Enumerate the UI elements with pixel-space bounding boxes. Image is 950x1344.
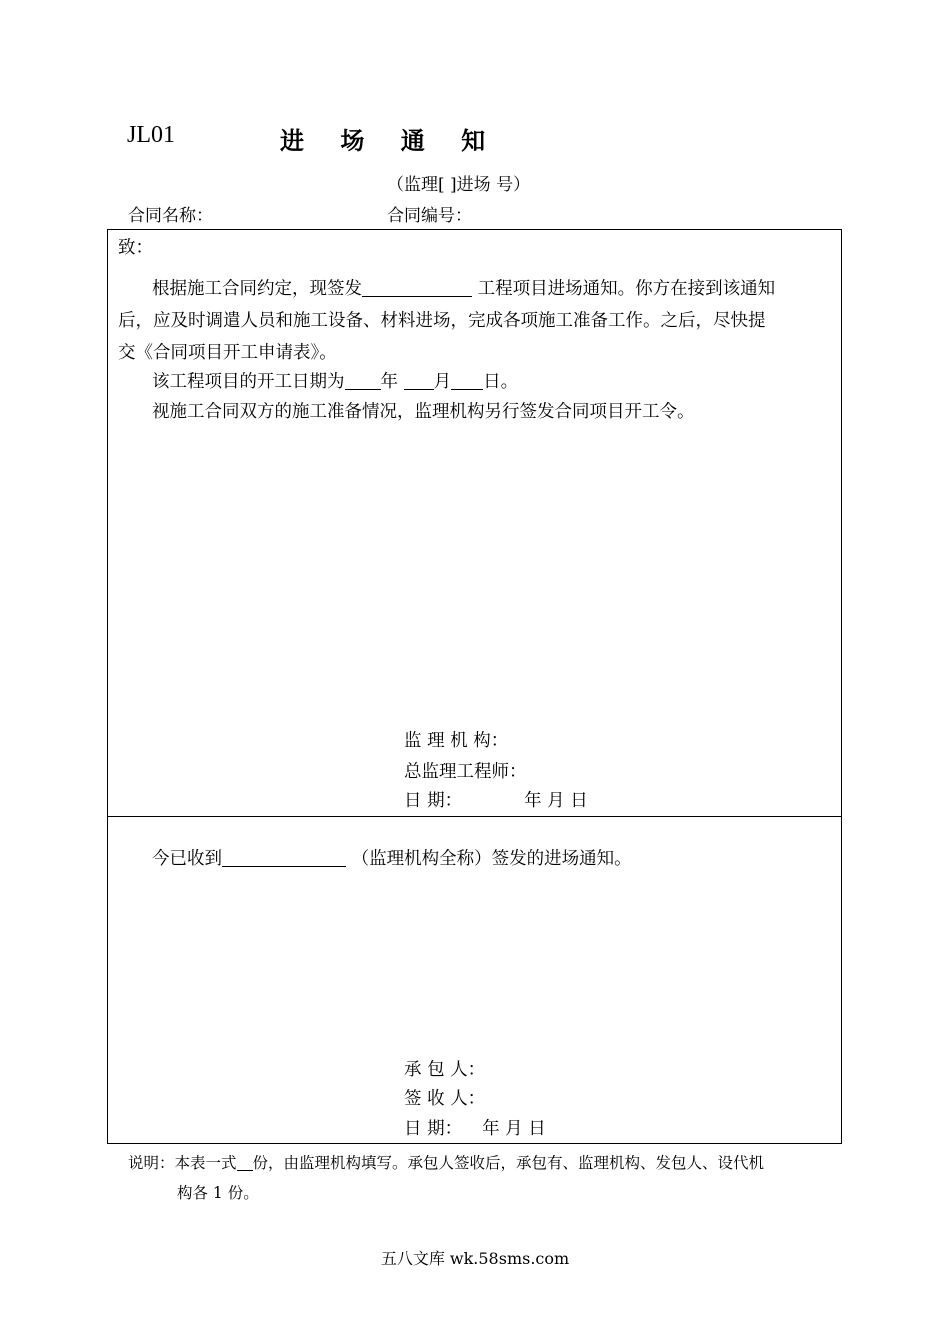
receipt-date-row xyxy=(404,1115,546,1140)
receipt-text-a: 今已收到 xyxy=(152,849,222,869)
notice-para1-line1 xyxy=(152,275,775,300)
para1-text-a: 根据施工合同约定，现签发 xyxy=(152,279,362,299)
notice-para1-line3: 交《合同项目开工申请表》。 xyxy=(118,343,337,363)
section-divider xyxy=(108,816,841,817)
receipt-date-label: 日 期： xyxy=(404,1119,463,1139)
project-name-blank[interactable] xyxy=(362,276,472,297)
sign-date-ymd: 年 月 日 xyxy=(524,791,588,811)
copies-blank[interactable] xyxy=(237,1153,253,1171)
form-code: JL01 xyxy=(127,122,175,148)
receipt-date-ymd: 年 月 日 xyxy=(482,1119,546,1139)
receiver-label: 签 收 人： xyxy=(404,1089,486,1109)
start-year-blank[interactable] xyxy=(345,369,381,390)
notice-number: （监理[ ]进场 号） xyxy=(387,175,531,195)
notice-para3: 视施工合同双方的施工准备情况，监理机构另行签发合同项目开工令。 xyxy=(152,402,695,422)
month-label: 月 xyxy=(433,372,452,392)
note-line1 xyxy=(128,1151,764,1173)
para1-text-b: 工程项目进场通知。你方在接到该通知 xyxy=(477,279,776,299)
contract-number-label: 合同编号： xyxy=(387,206,472,226)
receipt-text-b: （监理机构全称）签发的进场通知。 xyxy=(351,849,632,869)
sign-date-label: 日 期： xyxy=(404,791,463,811)
form-table xyxy=(107,229,842,1144)
contractor-label: 承 包 人： xyxy=(404,1060,486,1080)
note-text-a: 说明：本表一式 xyxy=(128,1154,237,1172)
note-text-b: 份，由监理机构填写。承包人签收后，承包有、监理机构、发包人、设代机 xyxy=(252,1154,765,1172)
footer-watermark: 五八文库 wk.58sms.com xyxy=(380,1249,570,1268)
receipt-text xyxy=(152,845,632,870)
page-title: 进 场 通 知 xyxy=(280,126,500,155)
org-name-blank[interactable] xyxy=(222,846,346,867)
sign-engineer-label: 总监理工程师： xyxy=(404,762,527,782)
notice-para2 xyxy=(152,368,518,393)
sign-org-label: 监 理 机 构： xyxy=(404,731,509,751)
to-label: 致： xyxy=(118,238,153,258)
sign-date-row xyxy=(404,787,588,812)
notice-para1-line2: 后，应及时调遣人员和施工设备、材料进场，完成各项施工准备工作。之后，尽快提 xyxy=(118,311,766,331)
contract-name-label: 合同名称： xyxy=(128,206,213,226)
day-label: 日。 xyxy=(483,372,519,392)
start-month-blank[interactable] xyxy=(404,369,434,390)
year-label: 年 xyxy=(380,372,398,392)
para2-text: 该工程项目的开工日期为 xyxy=(152,372,345,392)
note-line2: 构各 1 份。 xyxy=(177,1184,259,1202)
start-day-blank[interactable] xyxy=(451,369,483,390)
